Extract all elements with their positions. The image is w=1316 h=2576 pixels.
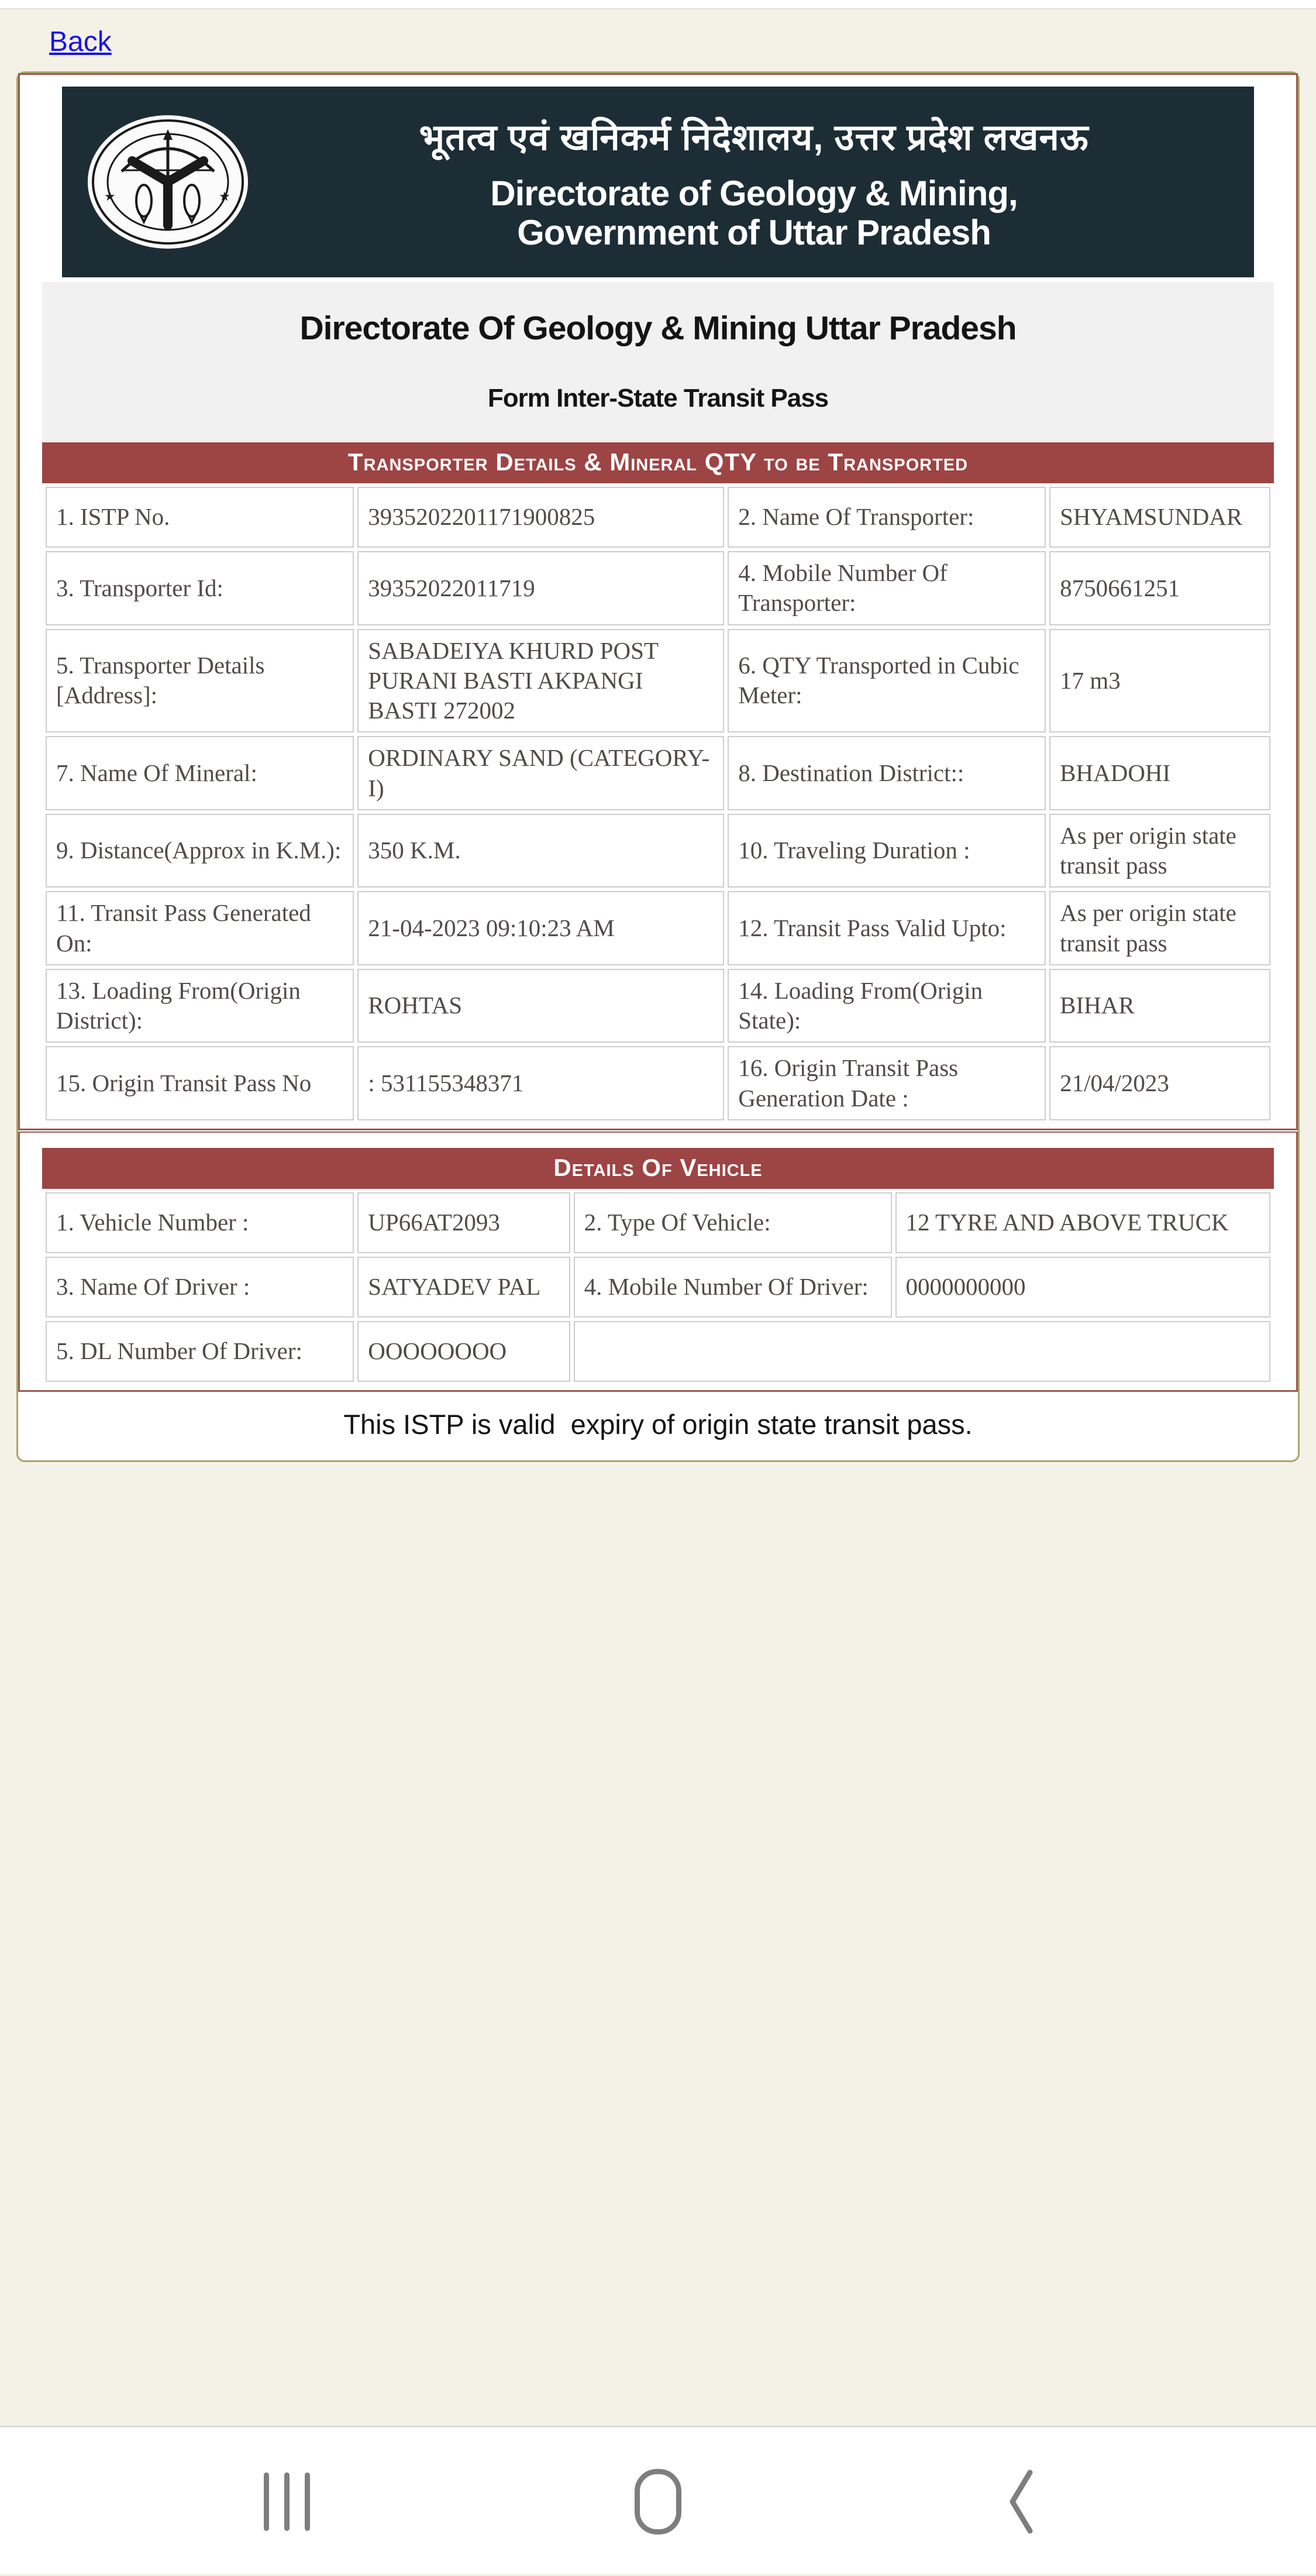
field-value: 3935202201171900825 (357, 487, 724, 548)
table-row (46, 969, 1270, 1043)
empty-cell (574, 1321, 1270, 1382)
field-label: 3. Name Of Driver : (46, 1257, 354, 1318)
back-chevron-icon (1003, 2467, 1038, 2537)
field-label: 6. QTY Transported in Cubic Meter: (728, 629, 1046, 733)
field-value: 12 TYRE AND ABOVE TRUCK (895, 1192, 1271, 1253)
field-value: SHYAMSUNDAR (1049, 487, 1270, 548)
table-row (46, 1046, 1270, 1120)
field-label: 14. Loading From(Origin State): (728, 969, 1046, 1043)
field-label: 11. Transit Pass Generated On: (46, 891, 354, 965)
vehicle-table (42, 1189, 1274, 1385)
back-button[interactable] (933, 2427, 1108, 2576)
field-label: 2. Type Of Vehicle: (574, 1192, 892, 1253)
field-label: 7. Name Of Mineral: (46, 736, 354, 810)
table-row (46, 814, 1270, 888)
field-label: 10. Traveling Duration : (728, 814, 1046, 888)
hindi-department-title: भूतत्व एवं खनिकर्म निदेशालय, उत्तर प्रदेश लखनऊ (419, 117, 1089, 158)
field-label: 13. Loading From(Origin District): (46, 969, 354, 1043)
field-value: 0000000000 (895, 1257, 1271, 1318)
field-value: SATYADEV PAL (357, 1257, 570, 1318)
validity-note: This ISTP is valid expiry of origin state transit pass. (18, 1392, 1298, 1460)
section-heading-vehicle: Details Of Vehicle (42, 1148, 1274, 1189)
field-value: 21/04/2023 (1049, 1046, 1270, 1120)
government-header-banner (62, 87, 1254, 277)
table-row (46, 891, 1270, 965)
transporter-table (42, 483, 1274, 1124)
field-value: 350 K.M. (357, 814, 724, 888)
field-label: 2. Name Of Transporter: (728, 487, 1046, 548)
field-label: 4. Mobile Number Of Transporter: (728, 551, 1046, 625)
field-value: UP66AT2093 (357, 1192, 570, 1253)
android-navigation-bar (0, 2426, 1316, 2574)
department-name-line: Directorate of Geology & Mining, (490, 173, 1018, 213)
field-label: 1. ISTP No. (46, 487, 354, 548)
field-value: 8750661251 (1049, 551, 1270, 625)
section-heading-transporter: Transporter Details & Mineral QTY to be Transported (42, 442, 1274, 483)
field-value: OOOOOOOO (357, 1321, 570, 1382)
field-label: 4. Mobile Number Of Driver: (574, 1257, 892, 1318)
svg-text:★: ★ (104, 189, 116, 204)
recents-button[interactable] (199, 2427, 374, 2576)
table-row (46, 551, 1270, 625)
field-label: 1. Vehicle Number : (46, 1192, 354, 1253)
field-label: 8. Destination District:: (728, 736, 1046, 810)
table-row (46, 736, 1270, 810)
home-icon (635, 2469, 681, 2534)
recents-icon (264, 2472, 310, 2531)
form-subtitle: Form Inter-State Transit Pass (487, 384, 829, 412)
field-value: 39352022011719 (357, 551, 724, 625)
transit-pass-document (16, 71, 1300, 1462)
page-title: Directorate Of Geology & Mining Uttar Pradesh (299, 309, 1017, 347)
field-value: As per origin state transit pass (1049, 814, 1270, 888)
government-name-line: Government of Uttar Pradesh (517, 213, 991, 252)
svg-text:★: ★ (219, 189, 230, 204)
home-button[interactable] (570, 2427, 746, 2576)
field-label: 12. Transit Pass Valid Upto: (728, 891, 1046, 965)
field-value: : 531155348371 (357, 1046, 724, 1120)
table-row (46, 629, 1270, 733)
field-label: 3. Transporter Id: (46, 551, 354, 625)
table-row (46, 487, 1270, 548)
field-label: 15. Origin Transit Pass No (46, 1046, 354, 1120)
field-value: As per origin state transit pass (1049, 891, 1270, 965)
field-value: BHADOHI (1049, 736, 1270, 810)
back-link[interactable]: Back (49, 26, 112, 57)
field-value: SABADEIYA KHURD POST PURANI BASTI AKPANGI BASTI 272002 (357, 629, 724, 733)
field-value: ORDINARY SAND (CATEGORY-I) (357, 736, 724, 810)
field-value: 17 m3 (1049, 629, 1270, 733)
field-label: 9. Distance(Approx in K.M.): (46, 814, 354, 888)
up-government-emblem-icon (85, 113, 250, 251)
browser-top-edge (0, 0, 1316, 9)
field-value: 21-04-2023 09:10:23 AM (357, 891, 724, 965)
vehicle-card (18, 1131, 1298, 1392)
government-header-text (277, 112, 1231, 252)
table-row (46, 1257, 1270, 1318)
transporter-card (18, 73, 1298, 1130)
table-row (46, 1321, 1270, 1382)
field-value: ROHTAS (357, 969, 724, 1043)
field-label: 5. Transporter Details [Address]: (46, 629, 354, 733)
field-label: 16. Origin Transit Pass Generation Date : (728, 1046, 1046, 1120)
field-value: BIHAR (1049, 969, 1270, 1043)
field-label: 5. DL Number Of Driver: (46, 1321, 354, 1382)
table-row (46, 1192, 1270, 1253)
form-title-block (42, 282, 1274, 441)
